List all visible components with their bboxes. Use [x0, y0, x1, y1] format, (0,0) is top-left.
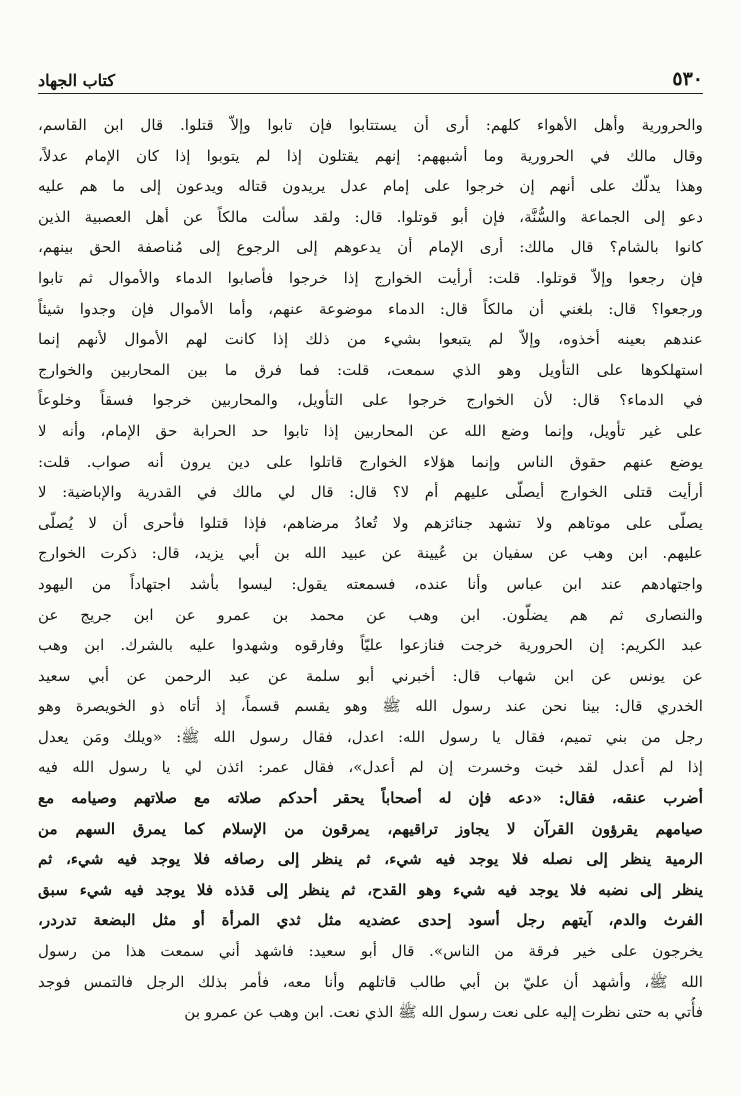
text-line: وقال مالك في الحرورية وما أشبههم: إنهم يقتلون إذا لم يتوبوا إذا كان الإمام عدلاً،	[38, 146, 703, 165]
text-line: يصلّى على موتاهم ولا تشهد جنائزهم ولا تُعادُ مرضاهم، فإذا قتلوا فأحرى أن لا يُصلّى	[38, 513, 703, 532]
text-line: الفرث والدم، آيتهم رجل أسود إحدى عضديه مثل ثدي المرأة أو مثل البضعة تدردر،	[38, 911, 703, 930]
text-line: أرأيت قتلى الخوارج أيصلّى عليهم أم لا؟ قال: قال لي مالك في القدرية والإباضية: لا	[38, 483, 703, 502]
text-line: واجتهادهم عند ابن عباس وأنا عنده، فسمعته يقول: ليسوا بأشد اجتهاداً من اليهود	[38, 574, 703, 593]
page-number: ٥٣٠	[672, 68, 703, 90]
text-line: الرمية ينظر إلى نصله فلا يوجد فيه شيء، ثم ينظر إلى رصافه فلا يوجد فيه شيء، ثم	[38, 850, 703, 869]
text-line: عندهم بعينه أخذوه، وإلاّ لم يتبعوا بشيء من ذلك إذا كانت لهم الأموال لأنهم إنما	[38, 330, 703, 349]
text-line: إذا لم أعدل لقد خبت وخسرت إن لم أعدل»، فقال عمر: ائذن لي يا رسول الله فيه	[38, 758, 703, 777]
text-line: صيامهم يقرؤون القرآن لا يجاوز تراقيهم، يمرقون من الإسلام كما يمرق السهم من	[38, 819, 703, 838]
text-line: عليهم. ابن وهب عن سفيان بن عُيينة عن عبيد الله بن أبي يزيد، قال: ذكرت الخوارج	[38, 544, 703, 563]
text-line: ورجعوا؟ قال: بلغني أن مالكاً قال: الدماء موضوعة عنهم، وأما الأموال فإن وجدوا شيئاً	[38, 299, 703, 318]
text-line: كانوا بالشام؟ قال مالك: أرى الإمام أن يدعوهم إلى الرجوع إلى مُناصفة الحق بينهم،	[38, 238, 703, 257]
text-line: استهلكوها على التأويل وهو الذي سمعت، قلت: فما فرق ما بين المحاربين والخوارج	[38, 360, 703, 379]
book-title: كتاب الجهاد	[38, 71, 115, 90]
text-line: والحرورية وأهل الأهواء كلهم: أرى أن يستتابوا فإن تابوا وإلاّ قتلوا. قال ابن القاسم،	[38, 116, 703, 134]
text-line: وهذا يدلّك على أنهم إن خرجوا على إمام عدل يريدون قتاله ويدعون إلى ما هم عليه	[38, 177, 703, 196]
text-line: فإن رجعوا وإلاّ قوتلوا. قلت: أرأيت الخوارج إذا خرجوا فأصابوا الدماء والأموال ثم تابوا	[38, 268, 703, 287]
text-line: أضرب عنقه، فقال: «دعه فإن له أصحاباً يحقر أحدكم صلاته مع صلاتهم وصيامه مع	[38, 789, 703, 808]
text-line: يخرجون على خير فرقة من الناس». قال أبو سعيد: فاشهد أني سمعت هذا من رسول	[38, 942, 703, 961]
body-text	[38, 110, 703, 1028]
text-line: عن يونس عن ابن شهاب قال: أخبرني أبو سلمة عن عبد الرحمن عن أبي سعيد	[38, 666, 703, 685]
text-line: على غير تأويل، وإنما وضع الله عن المحاربين إذا تابوا حد الحرابة حق الإمام، وأنه لا	[38, 421, 703, 440]
text-line: عبد الكريم: إن الحرورية خرجت فنازعوا عليّاً وفارقوه وشهدوا عليه بالشرك. ابن وهب	[38, 636, 703, 655]
text-line: ينظر إلى نضبه فلا يوجد فيه شيء وهو القدح، ثم ينظر إلى قذذه فلا يوجد فيه شيء سبق	[38, 880, 703, 899]
text-line: الخدري قال: بينا نحن عند رسول الله ﷺ وهو يقسم قسماً، إذ أتاه ذو الخويصرة وهو	[38, 697, 703, 716]
text-line: في الدماء؟ قال: لأن الخوارج خرجوا على التأويل، والمحاربين خرجوا فسقاً وخلوعاً	[38, 391, 703, 410]
header-rule	[38, 93, 703, 94]
text-line: والنصارى ثم هم يضلّون. ابن وهب عن محمد بن عمرو عن ابن جريج عن	[38, 605, 703, 624]
running-header	[38, 60, 703, 90]
text-line: فأُتي به حتى نظرت إليه على نعت رسول الله ﷺ الذي نعت. ابن وهب عن عمرو بن	[184, 1003, 703, 1022]
text-line: دعو إلى الجماعة والسُّنَّة، فإن أبو قوتلوا. قال: ولقد سألت مالكاً عن أهل العصبية الذين	[38, 207, 703, 226]
text-line: رجل من بني تميم، فقال يا رسول الله: اعدل، فقال رسول الله ﷺ: «ويلك ومَن يعدل	[38, 727, 703, 746]
text-line: يوضع عنهم حقوق الناس وإنما هؤلاء الخوارج قاتلوا على دين يرون أنه صواب. قلت:	[38, 452, 703, 471]
text-line: الله ﷺ، وأشهد أن عليّ بن أبي طالب قاتلهم وأنا معه، فأمر بذلك الرجل فالتمس فوجد	[38, 972, 703, 991]
